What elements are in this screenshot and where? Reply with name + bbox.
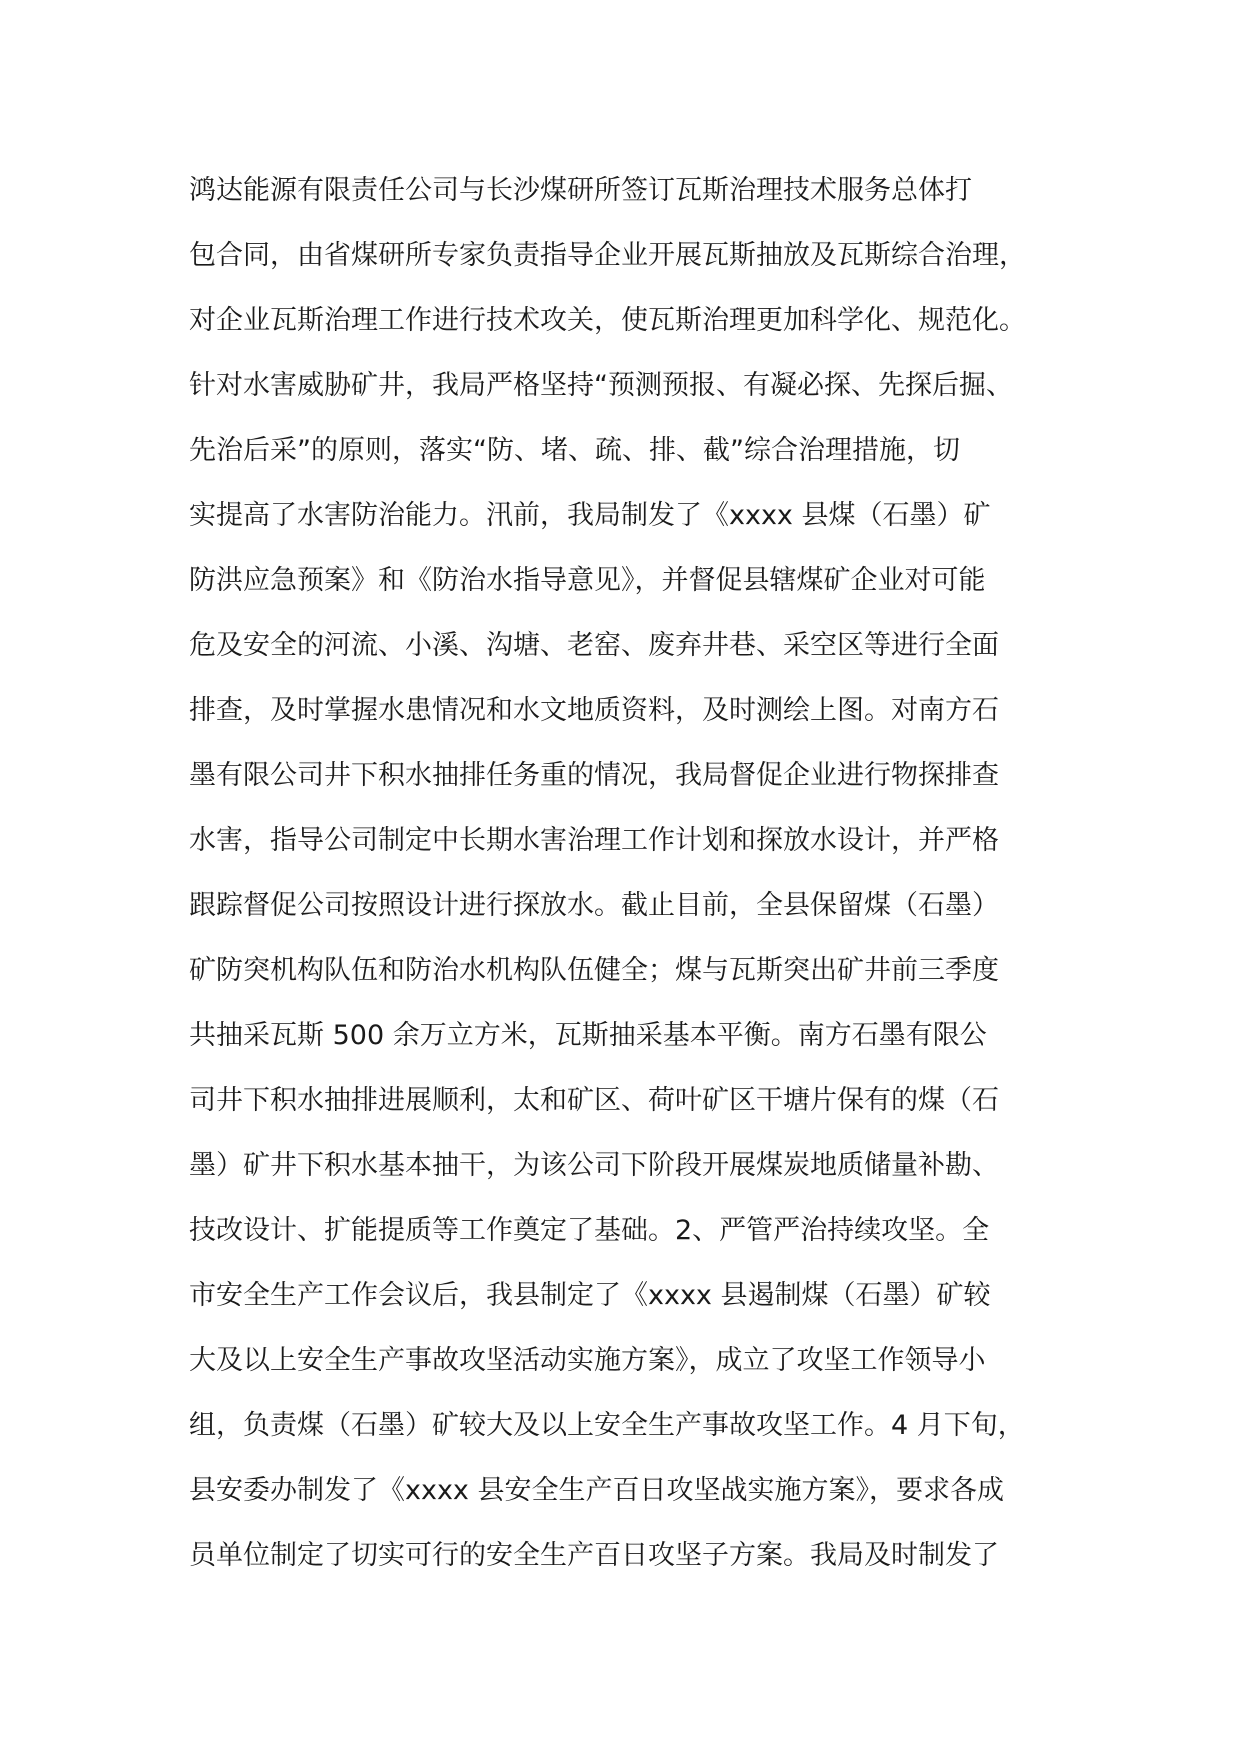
text-line: 水害，指导公司制定中长期水害治理工作计划和探放水设计，并严格: [189, 825, 999, 856]
text-line: 司井下积水抽排进展顺利，太和矿区、荷叶矿区干塘片保有的煤（石: [189, 1085, 999, 1116]
text-line: 员单位制定了切实可行的安全生产百日攻坚子方案。我局及时制发了: [189, 1540, 999, 1571]
text-line: 墨）矿井下积水基本抽干，为该公司下阶段开展煤炭地质储量补勘、: [189, 1150, 999, 1181]
text-line: 危及安全的河流、小溪、沟塘、老窑、废弃井巷、采空区等进行全面: [189, 630, 999, 661]
text-line: 市安全生产工作会议后，我县制定了《xxxx 县遏制煤（石墨）矿较: [189, 1280, 991, 1311]
text-line: 鸿达能源有限责任公司与长沙煤研所签订瓦斯治理技术服务总体打: [189, 175, 972, 206]
text-line: 跟踪督促公司按照设计进行探放水。截止目前，全县保留煤（石墨）: [189, 890, 999, 921]
body-text: [189, 158, 1089, 1588]
text-line: 矿防突机构队伍和防治水机构队伍健全；煤与瓦斯突出矿井前三季度: [189, 955, 999, 986]
text-line: 共抽采瓦斯 500 余万立方米，瓦斯抽采基本平衡。南方石墨有限公: [189, 1020, 987, 1051]
text-line: 包合同，由省煤研所专家负责指导企业开展瓦斯抽放及瓦斯综合治理，: [189, 240, 1026, 271]
text-line: 县安委办制发了《xxxx 县安全生产百日攻坚战实施方案》，要求各成: [189, 1475, 1004, 1506]
text-line: 先治后采”的原则，落实“防、堵、疏、排、截”综合治理措施，切: [189, 435, 960, 466]
text-line: 技改设计、扩能提质等工作奠定了基础。2、严管严治持续攻坚。全: [189, 1215, 990, 1246]
text-line: 针对水害威胁矿井，我局严格坚持“预测预报、有凝必探、先探后掘、: [189, 370, 1013, 401]
text-line: 排查，及时掌握水患情况和水文地质资料，及时测绘上图。对南方石: [189, 695, 999, 726]
text-line: 墨有限公司井下积水抽排任务重的情况，我局督促企业进行物探排查: [189, 760, 999, 791]
text-line: 组，负责煤（石墨）矿较大及以上安全生产事故攻坚工作。4 月下旬，: [189, 1410, 1025, 1441]
text-line: 防洪应急预案》和《防治水指导意见》，并督促县辖煤矿企业对可能: [189, 565, 986, 596]
text-line: 实提高了水害防治能力。汛前，我局制发了《xxxx 县煤（石墨）矿: [189, 500, 991, 531]
text-line: 大及以上安全生产事故攻坚活动实施方案》，成立了攻坚工作领导小: [189, 1345, 986, 1376]
text-line: 对企业瓦斯治理工作进行技术攻关，使瓦斯治理更加科学化、规范化。: [189, 305, 1026, 336]
